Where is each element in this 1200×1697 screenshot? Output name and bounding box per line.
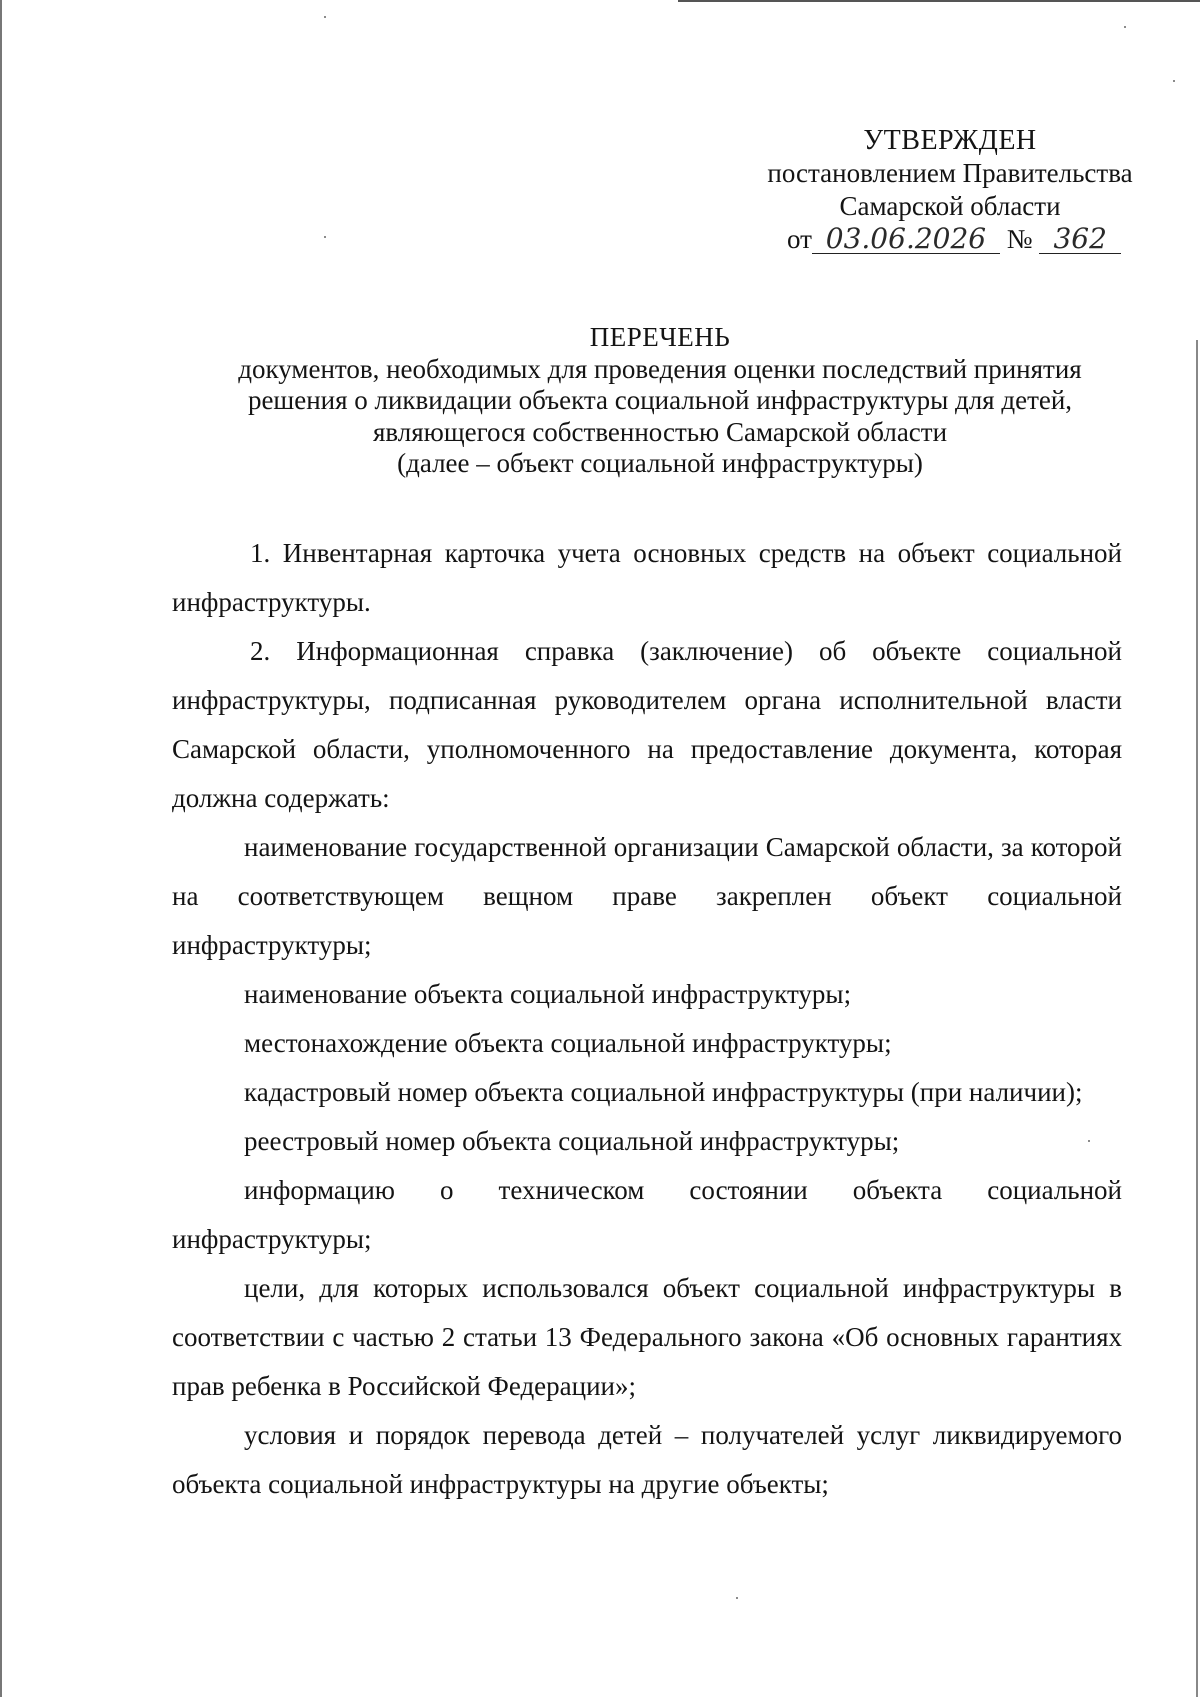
subitem-object-name: наименование объекта социальной инфраструктуры; xyxy=(244,979,852,1009)
heading-line-1: документов, необходимых для проведения оценки последствий принятия xyxy=(238,353,1082,384)
date-prefix: от xyxy=(787,224,812,254)
list-item-1: 1. Инвентарная карточка учета основных средств на объект социальной инфраструктуры. xyxy=(172,538,1122,617)
document-body xyxy=(172,529,1122,1509)
scan-speck xyxy=(736,1597,738,1599)
heading-line-4: (далее – объект социальной инфраструктуры) xyxy=(397,448,923,478)
scan-speck xyxy=(324,236,326,238)
subitem-transfer-conditions: условия и порядок перевода детей – получателей услуг ликвидируемого объекта социальной инфраструктуры на другие объекты; xyxy=(172,1420,1122,1499)
approval-line-1: постановлением Правительства xyxy=(767,158,1133,188)
scan-top-rule xyxy=(678,0,1200,2)
subitem-cadastral-number: кадастровый номер объекта социальной инфраструктуры (при наличии); xyxy=(244,1077,1083,1107)
subitem-organization: наименование государственной организации Самарской области, за которой на соответствующем вещном праве закреплен объект социальной инфраструктуры; xyxy=(172,832,1122,960)
subitem-purposes: цели, для которых использовался объект социальной инфраструктуры в соответствии с частью 2 статьи 13 Федерального закона «Об основных гарантиях прав ребенка в Российской Федерации»; xyxy=(172,1273,1122,1401)
heading-line-2: решения о ликвидации объекта социальной инфраструктуры для детей, xyxy=(247,385,1073,415)
number-sign: № xyxy=(1006,224,1033,254)
list-item-2: 2. Информационная справка (заключение) об объекте социальной инфраструктуры, подписанная руководителем органа исполнительной власти Самарской области, уполномоченного на предоставление документа, которая должна содержать: xyxy=(172,636,1122,813)
subitem-location: местонахождение объекта социальной инфраструктуры; xyxy=(244,1028,892,1058)
approval-block xyxy=(740,124,1160,256)
approval-date-row xyxy=(740,223,1160,256)
heading-line-3: являющегося собственностью Самарской области xyxy=(372,416,948,447)
subitem-technical-state: информацию о техническом состоянии объекта социальной инфраструктуры; xyxy=(172,1175,1122,1254)
scan-right-edge xyxy=(1196,340,1198,1697)
handwritten-number: 362 xyxy=(1039,225,1121,254)
approved-label: УТВЕРЖДЕН xyxy=(863,125,1037,156)
scan-speck xyxy=(324,16,326,18)
subitem-registry-number: реестровый номер объекта социальной инфраструктуры; xyxy=(244,1126,900,1156)
approval-line-2: Самарской области xyxy=(839,191,1061,221)
scan-left-edge xyxy=(0,0,2,1697)
document-heading xyxy=(160,322,1160,480)
scan-speck xyxy=(1124,26,1126,28)
handwritten-date: 03.06.2026 xyxy=(812,225,1000,254)
scan-speck xyxy=(1173,80,1175,82)
document-title: ПЕРЕЧЕНЬ xyxy=(589,322,731,352)
